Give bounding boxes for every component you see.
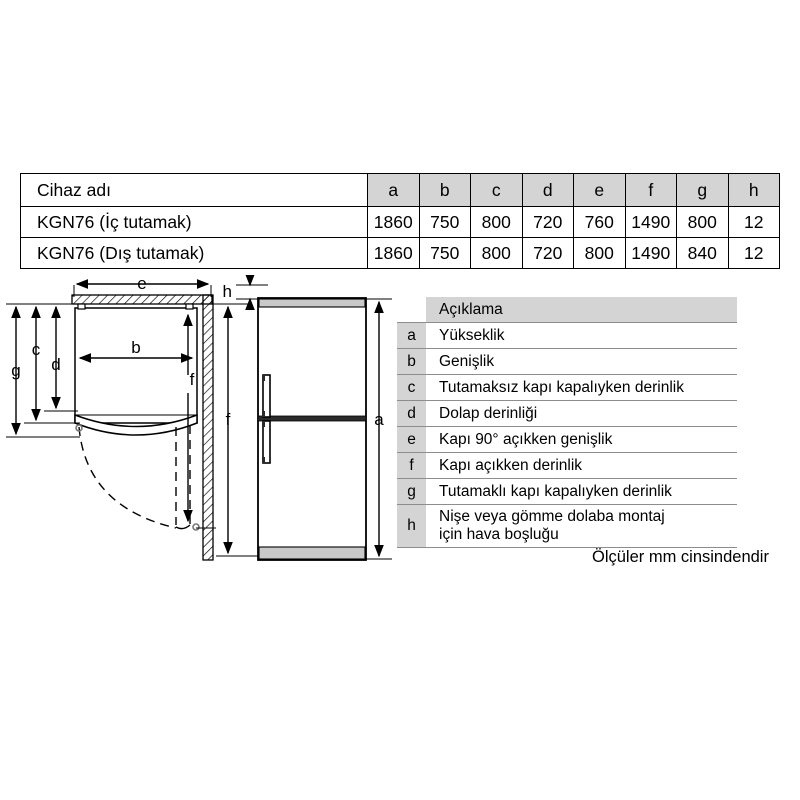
list-item: [397, 349, 737, 375]
top-trim-band: [259, 299, 365, 307]
spec-row-1-d: 720: [522, 238, 574, 269]
legend-key-g: g: [397, 479, 426, 505]
legend-header-key-blank: [397, 297, 426, 323]
list-item: [397, 479, 737, 505]
upper-door-handle: [263, 375, 270, 417]
legend-key-d: d: [397, 401, 426, 427]
spec-row-0-f: 1490: [625, 207, 677, 238]
legend-desc-c: Tutamaksız kapı kapalıyken derinlik: [426, 375, 737, 401]
spec-row-0-h: 12: [728, 207, 780, 238]
hinge-pivot-bottom: [193, 524, 199, 530]
spec-row-1-b: 750: [419, 238, 471, 269]
legend-key-f: f: [397, 453, 426, 479]
spec-header-a: a: [368, 174, 420, 207]
spec-row-1-g: 840: [677, 238, 729, 269]
dim-label-c: c: [31, 340, 41, 359]
cabinet-plan-body: [75, 308, 197, 423]
spec-header-b: b: [419, 174, 471, 207]
legend-key-e: e: [397, 427, 426, 453]
legend-desc-f: Kapı açıkken derinlik: [426, 453, 737, 479]
dim-label-g: g: [11, 361, 21, 380]
spec-row-1-c: 800: [471, 238, 523, 269]
bottom-plinth: [259, 547, 365, 559]
table-row: [21, 238, 780, 269]
list-item: [397, 401, 737, 427]
spec-header-d: d: [522, 174, 574, 207]
spec-row-0-b: 750: [419, 207, 471, 238]
legend-key-c: c: [397, 375, 426, 401]
front-view-group: [188, 281, 392, 560]
door-open-tip: [176, 525, 190, 529]
dim-label-b: b: [131, 338, 141, 357]
list-item: [397, 505, 737, 548]
spec-row-1-h: 12: [728, 238, 780, 269]
hinge-block-right: [186, 304, 193, 309]
list-item: [397, 427, 737, 453]
dim-label-f-plan: f: [189, 370, 195, 389]
wall-horizontal-hatch: [72, 295, 212, 304]
spec-row-0-a: 1860: [368, 207, 420, 238]
door-swing-arc: [79, 427, 176, 528]
legend-desc-h: [426, 505, 737, 548]
spec-row-1-name: KGN76 (Dış tutamak): [21, 238, 368, 269]
spec-header-c: c: [471, 174, 523, 207]
list-item: [397, 375, 737, 401]
spec-row-1-e: 800: [574, 238, 626, 269]
upper-handle-bracket-bottom: [262, 411, 265, 417]
dim-label-e: e: [137, 275, 147, 293]
table-row: [21, 207, 780, 238]
spec-row-0-e: 760: [574, 207, 626, 238]
spec-row-1-a: 1860: [368, 238, 420, 269]
wall-vertical-hatch: [203, 295, 213, 560]
legend-key-h: h: [397, 505, 426, 548]
list-item: [397, 453, 737, 479]
legend-desc-e: Kapı 90° açıkken genişlik: [426, 427, 737, 453]
legend-desc-g: Tutamaklı kapı kapalıyken derinlik: [426, 479, 737, 505]
lower-handle-bracket-bottom: [262, 457, 265, 463]
spec-row-0-c: 800: [471, 207, 523, 238]
legend-key-a: a: [397, 323, 426, 349]
spec-row-0-d: 720: [522, 207, 574, 238]
dim-label-d: d: [51, 355, 61, 374]
spec-row-0-g: 800: [677, 207, 729, 238]
top-view-group: [6, 275, 213, 560]
door-divider: [258, 416, 366, 421]
legend-table: [397, 297, 737, 548]
legend-desc-h-line1: Nişe veya gömme dolaba montaj: [439, 508, 665, 525]
spec-row-0-name: KGN76 (İç tutamak): [21, 207, 368, 238]
dim-label-f-front: f: [225, 410, 231, 429]
spec-header-device-name: Cihaz adı: [21, 174, 368, 207]
hinge-block-left: [78, 304, 85, 309]
appliance-front-outline: [258, 298, 366, 560]
dim-label-h: h: [222, 282, 232, 301]
legend-header-description: Açıklama: [426, 297, 737, 323]
legend-desc-a: Yükseklik: [426, 323, 737, 349]
spec-header-h: h: [728, 174, 780, 207]
legend-desc-b: Genişlik: [426, 349, 737, 375]
technical-drawing: [0, 275, 400, 570]
legend-key-b: b: [397, 349, 426, 375]
units-caption: Ölçüler mm cinsindendir: [592, 548, 769, 566]
dim-label-a: a: [374, 410, 384, 429]
list-item: [397, 323, 737, 349]
legend-header-row: [397, 297, 737, 323]
lower-handle-bracket-top: [262, 421, 265, 427]
upper-handle-bracket-top: [262, 375, 265, 381]
spec-row-1-f: 1490: [625, 238, 677, 269]
legend-desc-d: Dolap derinliği: [426, 401, 737, 427]
spec-header-e: e: [574, 174, 626, 207]
spec-table-header-row: [21, 174, 780, 207]
spec-header-f: f: [625, 174, 677, 207]
legend-desc-h-line2: için hava boşluğu: [439, 526, 559, 543]
spec-table: [20, 173, 780, 269]
spec-header-g: g: [677, 174, 729, 207]
lower-door-handle: [263, 421, 270, 463]
